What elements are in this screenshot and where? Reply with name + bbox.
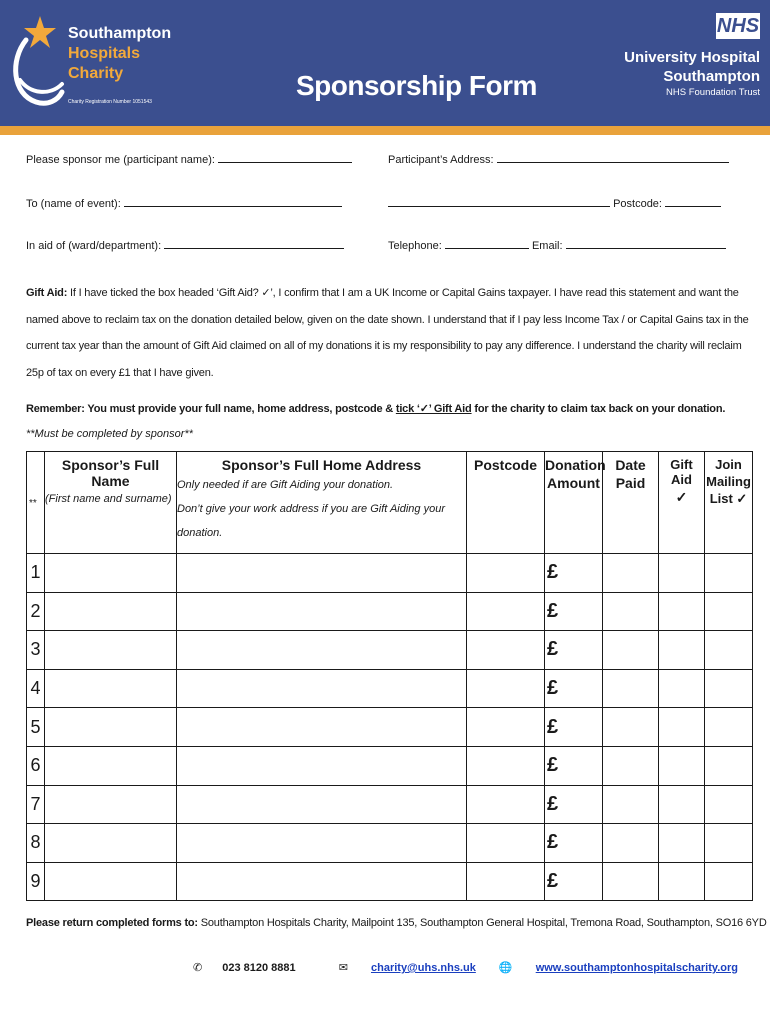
globe-icon: 🌐 [498,962,513,974]
participant-address-line[interactable] [497,152,729,163]
col-donation-header: Donation [545,457,606,473]
header-postcode-cell [467,452,545,554]
cell-address[interactable] [177,554,467,593]
cell-date[interactable] [603,785,659,824]
phone-contact[interactable] [193,962,316,974]
table-row [27,554,753,593]
header-name-cell [45,452,177,554]
remember-part1: Remember: You must provide your full name, home address, postcode & [26,403,396,415]
col-address-subheader [177,473,466,545]
remember-note [26,402,725,415]
cell-mailing[interactable] [705,746,753,785]
header-giftaid-cell [659,452,705,554]
cell-date[interactable] [603,592,659,631]
gift-aid-label: Gift Aid: [26,287,68,299]
gift-aid-text: If I have ticked the box headed ‘Gift Aid? ✓’, I confirm that I am a UK Income or Capital Gains taxpayer. I have read this statement and want the named above to reclaim tax on the donation detailed below, given on the date shown. I understand that if I pay less Income Tax / or Capital Gains tax in the current tax year than the amount of Gift Aid claimed on all of my donations it is my responsibility to pay any difference. I understand the charity will reclaim 25p of tax on every £1 that I have given. [26,287,749,379]
cell-date[interactable] [603,746,659,785]
header-address-cell [177,452,467,554]
cell-postcode[interactable] [467,785,545,824]
cell-postcode[interactable] [467,862,545,901]
cell-giftaid[interactable] [659,592,705,631]
col-donation-header2: Amount [547,475,600,491]
cell-name[interactable] [45,592,177,631]
cell-donation[interactable]: £ [545,824,603,863]
cell-date[interactable] [603,708,659,747]
cell-donation[interactable]: £ [545,669,603,708]
col-mailing-header3: List ✓ [709,491,748,506]
telephone-label: Telephone: [388,240,442,252]
nhs-trust-name [624,48,760,100]
cell-giftaid[interactable] [659,708,705,747]
cell-postcode[interactable] [467,554,545,593]
table-row [27,785,753,824]
event-name-label: To (name of event): [26,198,121,210]
participant-address-field[interactable] [388,152,729,166]
email-link[interactable]: charity@uhs.nhs.uk [370,962,476,974]
cell-number: 3 [27,631,45,670]
cell-name[interactable] [45,824,177,863]
participant-name-line[interactable] [218,152,352,163]
cell-address[interactable] [177,708,467,747]
cell-name[interactable] [45,631,177,670]
telephone-line[interactable] [445,238,529,249]
col-postcode-header: Postcode [473,457,537,473]
postcode-line[interactable] [665,196,721,207]
cell-mailing[interactable] [705,554,753,593]
charity-name-line1: Southampton [68,25,172,42]
sponsors-table [26,451,753,901]
cell-donation[interactable]: £ [545,554,603,593]
cell-postcode[interactable] [467,669,545,708]
cell-donation[interactable]: £ [545,785,603,824]
cell-mailing[interactable] [705,592,753,631]
cell-mailing[interactable] [705,785,753,824]
nhs-logo: NHS [716,15,760,37]
event-name-field[interactable] [26,196,342,210]
cell-date[interactable] [603,669,659,708]
participant-name-field[interactable] [26,152,352,166]
return-instructions [26,917,767,929]
stars-marker: ** [29,498,37,509]
phone-number[interactable]: 023 8120 8881 [222,962,296,974]
cell-number: 6 [27,746,45,785]
cell-name[interactable] [45,862,177,901]
table-row [27,631,753,670]
cell-postcode[interactable] [467,746,545,785]
cell-number: 5 [27,708,45,747]
cell-name[interactable] [45,554,177,593]
cell-name[interactable] [45,669,177,708]
postcode-field[interactable] [388,196,721,210]
charity-name-line2: Hospitals [68,45,141,62]
cell-address[interactable] [177,746,467,785]
cell-number: 7 [27,785,45,824]
cell-number: 9 [27,862,45,901]
table-row [27,669,753,708]
cell-number: 1 [27,554,45,593]
nhs-line1: University Hospital [624,49,760,66]
cell-address[interactable] [177,785,467,824]
charity-logo-icon [6,10,66,114]
col-giftaid-tick: ✓ [675,489,688,505]
cell-name[interactable] [45,746,177,785]
cell-giftaid[interactable] [659,785,705,824]
cell-date[interactable] [603,824,659,863]
col-name-subheader: (First name and surname) [45,493,172,505]
header-stripe [0,126,770,135]
header-date-cell [603,452,659,554]
postcode-label: Postcode: [613,198,662,210]
cell-giftaid[interactable] [659,862,705,901]
cell-donation[interactable]: £ [545,631,603,670]
email-label: Email: [531,240,563,252]
nhs-line2: Southampton [663,68,760,85]
cell-date[interactable] [603,862,659,901]
cell-postcode[interactable] [467,708,545,747]
cell-mailing[interactable] [705,631,753,670]
cell-donation[interactable]: £ [545,862,603,901]
participant-name-label: Please sponsor me (participant name): [26,154,215,166]
cell-address[interactable] [177,669,467,708]
cell-donation[interactable]: £ [545,746,603,785]
website-link[interactable]: www.southamptonhospitalscharity.org [535,962,738,974]
cell-date[interactable] [603,631,659,670]
telephone-field[interactable] [388,238,726,252]
header-number-cell [27,452,45,554]
cell-name[interactable] [45,708,177,747]
address-continued-line[interactable] [388,196,610,207]
nhs-line3: NHS Foundation Trust [666,87,760,98]
header-mailing-cell [705,452,753,554]
participant-address-label: Participant’s Address: [388,154,494,166]
table-row [27,708,753,747]
remember-part2: tick ‘✓’ Gift Aid [395,403,472,415]
gift-aid-declaration [26,280,751,386]
cell-name[interactable] [45,785,177,824]
col-mailing-header2: Mailing [706,474,751,489]
contact-bar [193,961,758,974]
must-complete-note: **Must be completed by sponsor** [26,428,193,440]
col-giftaid-header: Gift Aid [670,457,693,487]
cell-address[interactable] [177,631,467,670]
cell-donation[interactable]: £ [545,592,603,631]
col-address-sub2: Don’t give your work address if you are Gift Aiding your donation. [177,503,445,539]
col-name-header: Sponsor’s Full Name [61,457,160,489]
return-label: Please return completed forms to: [26,917,198,929]
envelope-icon: ✉ [338,962,348,974]
cell-mailing[interactable] [705,824,753,863]
col-mailing-header: Join [715,457,742,472]
col-date-header: Date [615,457,646,473]
event-name-line[interactable] [124,196,342,207]
website-contact[interactable] [499,962,738,974]
cell-postcode[interactable] [467,592,545,631]
page-title: Sponsorship Form [296,70,537,101]
cell-mailing[interactable] [705,708,753,747]
remember-part3: for the charity to claim tax back on your donation. [471,403,726,415]
charity-name-line3: Charity [68,65,124,82]
table-row [27,592,753,631]
col-date-header2: Paid [615,475,646,491]
cell-giftaid[interactable] [659,824,705,863]
cell-number: 8 [27,824,45,863]
table-row [27,824,753,863]
charity-registration: Charity Registration Number 1051543 [68,99,152,105]
page-header [0,0,770,126]
phone-icon: ✆ [193,962,203,974]
col-address-sub1: Only needed if are Gift Aiding your donation. [177,479,394,491]
cell-address[interactable] [177,862,467,901]
col-address-header: Sponsor’s Full Home Address [221,457,422,473]
cell-number: 2 [27,592,45,631]
in-aid-of-label: In aid of (ward/department): [26,240,162,252]
cell-date[interactable] [603,554,659,593]
cell-giftaid[interactable] [659,746,705,785]
in-aid-of-line[interactable] [164,238,344,249]
cell-giftaid[interactable] [659,631,705,670]
return-address: Southampton Hospitals Charity, Mailpoint 135, Southampton General Hospital, Tremona Road, Southampton, SO16 6YD [197,917,767,929]
in-aid-of-field[interactable] [26,238,344,252]
email-contact[interactable] [339,962,476,974]
table-header-row [27,452,753,554]
cell-donation[interactable]: £ [545,708,603,747]
charity-name [68,24,171,84]
table-row [27,746,753,785]
header-donation-cell [545,452,606,554]
table-row [27,862,753,901]
cell-giftaid[interactable] [659,554,705,593]
cell-number: 4 [27,669,45,708]
cell-address[interactable] [177,824,467,863]
cell-giftaid[interactable] [659,669,705,708]
cell-postcode[interactable] [467,631,545,670]
cell-address[interactable] [177,592,467,631]
email-line[interactable] [566,238,726,249]
cell-mailing[interactable] [705,862,753,901]
cell-mailing[interactable] [705,669,753,708]
cell-postcode[interactable] [467,824,545,863]
